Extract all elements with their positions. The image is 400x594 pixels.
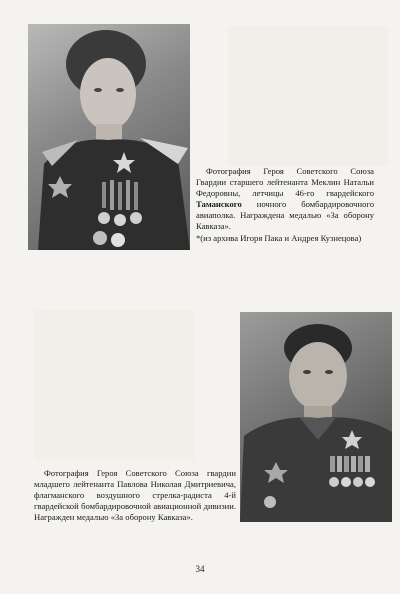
caption-text: Фотография Героя Советского Союза Гвардии старшего лейтенанта Меклин Натальи Федоровны, летчицы 46-го гвардейского <box>196 166 374 198</box>
caption-pavlov: Фотография Героя Советского Союза гвардии младшего лейтенанта Павлова Николая Дмитриевича, флагманского воздушного стрелка-радиста 4-й гвардейской бомбардировочной авиационной дивизии. Награжден медалью «За оборону Кавказа». <box>34 468 236 522</box>
caption-bold-text: Таманского <box>196 199 242 209</box>
caption-meklin <box>196 166 374 232</box>
archive-note: *(из архива Игоря Пака и Андрея Кузнецова) <box>196 233 362 243</box>
caption-text: ночного бомбардировочного авиаполка. Награждена медалью «За оборону Кавказа». <box>196 199 374 231</box>
portrait-woman-image <box>28 24 190 250</box>
photo-meklin <box>28 24 190 250</box>
portrait-man-image <box>240 312 392 522</box>
show-through-image <box>34 310 194 460</box>
show-through-image <box>228 26 388 166</box>
page-number: 34 <box>195 564 205 574</box>
photo-pavlov <box>240 312 392 522</box>
